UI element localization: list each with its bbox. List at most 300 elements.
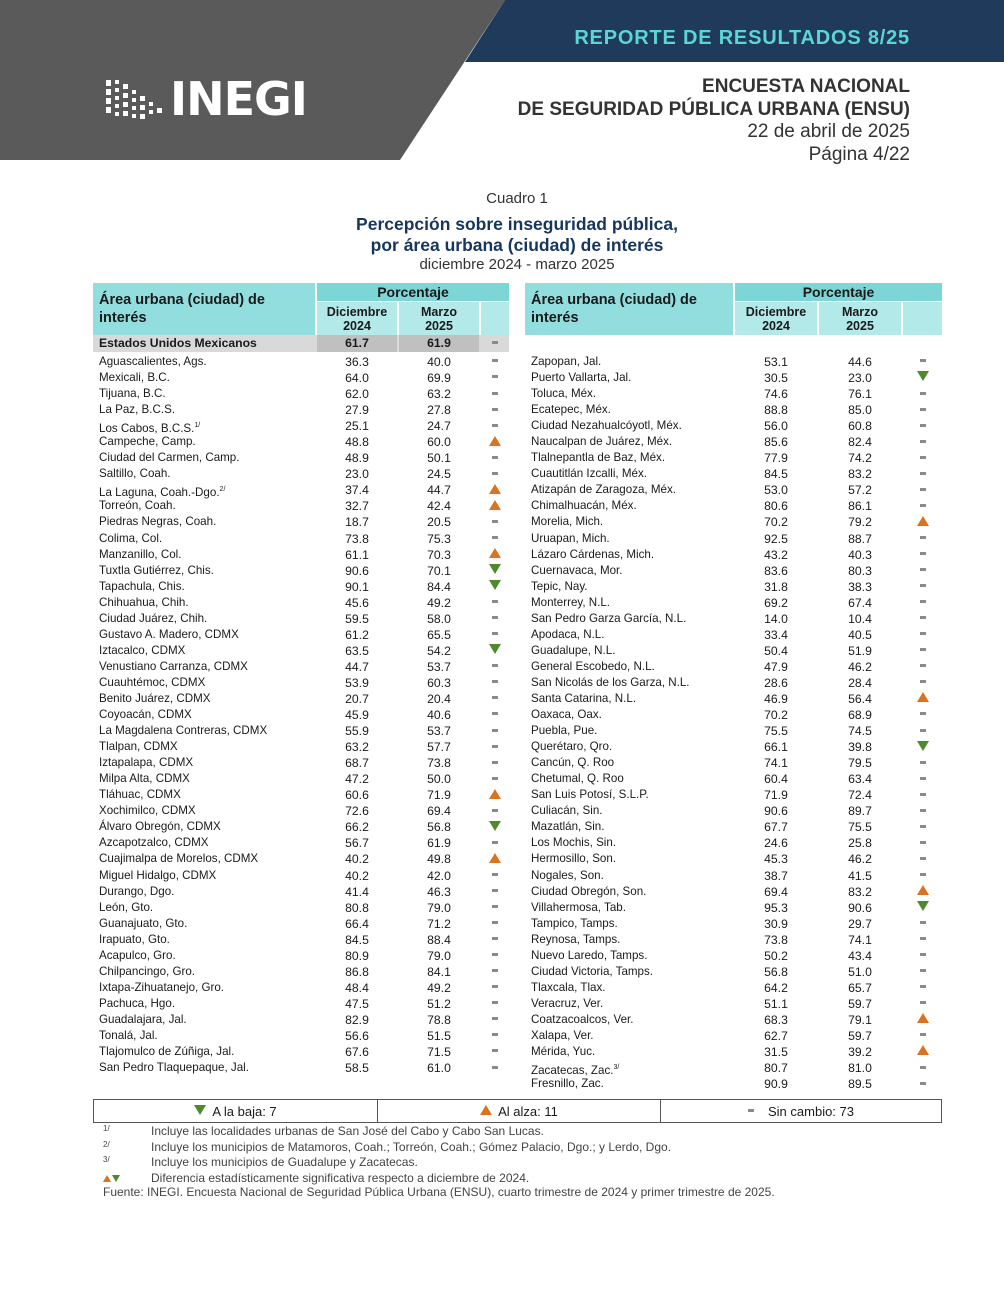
city-name: Acapulco, Gro. [99, 948, 176, 962]
change-indicator [481, 579, 509, 595]
table-row [93, 691, 509, 707]
table-row [93, 595, 509, 611]
value-dec-2024: 64.0 [345, 371, 369, 386]
city-name: Gustavo A. Madero, CDMX [99, 627, 239, 641]
value-dec-2024: 30.5 [764, 371, 788, 386]
change-indicator [903, 691, 942, 707]
value-mar-2025: 27.8 [427, 403, 451, 418]
no-change-icon [492, 953, 498, 956]
value-mar-2025: 71.2 [427, 916, 451, 931]
value-mar-2025: 70.3 [427, 547, 451, 562]
no-change-icon [920, 857, 926, 860]
legend-down-label: A la baja: 7 [212, 1103, 277, 1119]
table-row [93, 707, 509, 723]
value-dec-2024: 70.2 [764, 708, 788, 723]
city-name: Benito Juárez, CDMX [99, 691, 211, 705]
value-mar-2025: 24.7 [427, 419, 451, 434]
change-indicator [903, 948, 942, 964]
table-row [525, 980, 942, 996]
value-dec-2024: 27.9 [345, 403, 369, 418]
value-dec-2024: 63.5 [345, 643, 369, 658]
value-dec-2024: 58.5 [345, 1061, 369, 1076]
no-change-icon [492, 761, 498, 764]
no-change-icon [492, 392, 498, 395]
value-mar-2025: 88.4 [427, 932, 451, 947]
change-indicator [903, 434, 942, 450]
change-indicator [481, 819, 509, 835]
value-dec-2024: 53.1 [764, 355, 788, 369]
table-row [93, 579, 509, 595]
change-indicator [903, 707, 942, 723]
change-indicator [481, 771, 509, 787]
legend [93, 1099, 942, 1123]
change-indicator [481, 547, 509, 563]
value-dec-2024: 45.3 [764, 852, 788, 867]
no-change-icon [920, 392, 926, 395]
no-change-icon [920, 937, 926, 940]
table-row [93, 386, 509, 402]
value-mar-2025: 65.7 [848, 980, 872, 995]
value-dec-2024: 56.0 [764, 419, 788, 434]
value-dec-2024: 90.6 [345, 563, 369, 578]
city-name: Guadalajara, Jal. [99, 1012, 187, 1026]
table-row [93, 563, 509, 579]
value-mar-2025: 58.0 [427, 611, 451, 626]
city-name: Villahermosa, Tab. [531, 900, 626, 914]
triangle-up-icon [489, 436, 501, 446]
no-change-icon [492, 424, 498, 427]
value-mar-2025: 74.1 [848, 932, 872, 947]
value-mar-2025: 60.8 [848, 419, 872, 434]
city-name: Santa Catarina, N.L. [531, 691, 637, 705]
value-mar-2025: 71.9 [427, 788, 451, 803]
table-row [93, 723, 509, 739]
no-change-icon [920, 664, 926, 667]
triangle-up-icon [917, 516, 929, 526]
value-dec-2024: 37.4 [345, 483, 369, 498]
change-indicator [903, 1028, 942, 1044]
value-dec-2024: 40.2 [345, 868, 369, 883]
value-mar-2025: 39.8 [848, 740, 872, 755]
no-change-icon [492, 1066, 498, 1069]
city-name: San Pedro Garza García, N.L. [531, 611, 687, 625]
value-mar-2025: 83.2 [848, 467, 872, 482]
change-indicator [903, 643, 942, 659]
change-indicator [481, 868, 509, 884]
city-name: Guanajuato, Gto. [99, 916, 188, 930]
value-dec-2024: 43.2 [764, 547, 788, 562]
value-dec-2024: 50.2 [764, 948, 788, 963]
table-row [93, 851, 509, 867]
value-mar-2025: 10.4 [848, 611, 872, 626]
no-change-icon [920, 921, 926, 924]
change-indicator [481, 498, 509, 514]
table-row [93, 755, 509, 771]
logo-text: INEGI [170, 72, 307, 126]
table-row [93, 627, 509, 643]
city-name: Apodaca, N.L. [531, 627, 605, 641]
city-name: Uruapan, Mich. [531, 531, 610, 545]
value-dec-2024: 80.6 [764, 499, 788, 514]
value-dec-2024: 55.9 [345, 724, 369, 739]
city-name: Tampico, Tamps. [531, 916, 618, 930]
value-dec-2024: 53.9 [345, 675, 369, 690]
significance-icon [103, 1171, 120, 1187]
city-name: Miguel Hidalgo, CDMX [99, 868, 217, 882]
city-name: Cuautitlán Izcalli, Méx. [531, 467, 647, 481]
table-header [525, 283, 942, 335]
table-row [525, 402, 942, 418]
table-row [93, 482, 509, 498]
city-name: San Nicolás de los Garza, N.L. [531, 675, 690, 689]
change-indicator [903, 498, 942, 514]
change-indicator [481, 755, 509, 771]
change-indicator [903, 868, 942, 884]
table-row [93, 370, 509, 386]
value-dec-2024: 69.4 [764, 884, 788, 899]
table-left [93, 283, 509, 1076]
city-name: Monterrey, N.L. [531, 595, 611, 609]
footnote-text: Incluye los municipios de Matamoros, Coah.; Torreón, Coah.; Gómez Palacio, Dgo.; y Lerdo, Dgo. [151, 1139, 672, 1154]
survey-name-line1: ENCUESTA NACIONAL [702, 76, 910, 97]
table-row [93, 835, 509, 851]
value-dec-2024: 68.7 [345, 756, 369, 771]
value-mar-2025: 80.3 [848, 563, 872, 578]
no-change-icon [492, 472, 498, 475]
change-indicator [903, 659, 942, 675]
value-dec-2024: 48.4 [345, 980, 369, 995]
city-name: San Luis Potosí, S.L.P. [531, 788, 649, 802]
city-name: Toluca, Méx. [531, 387, 597, 401]
footnote-ref: 2/ [219, 486, 226, 494]
city-name: Guadalupe, N.L. [531, 643, 616, 657]
value-mar-2025: 42.4 [427, 499, 451, 514]
value-mar-2025: 40.6 [427, 708, 451, 723]
value-mar-2025: 79.0 [427, 900, 451, 915]
triangle-down-icon [489, 580, 501, 590]
city-name: Tuxtla Gutiérrez, Chis. [99, 563, 214, 577]
change-indicator [481, 1012, 509, 1028]
change-indicator [481, 418, 509, 434]
triangle-up-icon [489, 484, 501, 494]
table-row [93, 531, 509, 547]
value-mar-2025: 43.4 [848, 948, 872, 963]
value-dec-2024: 23.0 [345, 467, 369, 482]
no-change-icon [492, 985, 498, 988]
no-change-icon [920, 809, 926, 812]
value-dec-2024: 69.2 [764, 595, 788, 610]
change-indicator [481, 884, 509, 900]
triangle-up-icon [480, 1105, 492, 1115]
value-mar-2025: 60.3 [427, 675, 451, 690]
no-change-icon [492, 520, 498, 523]
table-row [93, 996, 509, 1012]
value-mar-2025: 69.4 [427, 804, 451, 819]
value-mar-2025: 40.5 [848, 627, 872, 642]
city-name: Ciudad del Carmen, Camp. [99, 451, 240, 465]
table-title-line1: Percepción sobre inseguridad pública, [356, 214, 678, 234]
value-dec-2024: 36.3 [345, 355, 369, 369]
value-mar-2025: 85.0 [848, 403, 872, 418]
value-mar-2025: 49.2 [427, 980, 451, 995]
value-mar-2025: 61.9 [399, 335, 479, 352]
value-dec-2024: 45.9 [345, 708, 369, 723]
table-period: diciembre 2024 - marzo 2025 [419, 256, 615, 273]
value-dec-2024: 60.6 [345, 788, 369, 803]
value-dec-2024: 75.5 [764, 724, 788, 739]
table-row [525, 948, 942, 964]
city-name: Tijuana, B.C. [99, 387, 166, 401]
value-mar-2025: 40.0 [427, 355, 451, 369]
value-mar-2025: 63.2 [427, 387, 451, 402]
change-indicator [481, 851, 509, 867]
city-name: Morelia, Mich. [531, 515, 604, 529]
value-dec-2024: 90.9 [764, 1077, 788, 1092]
no-change-icon [492, 921, 498, 924]
value-dec-2024: 47.9 [764, 659, 788, 674]
table-right [525, 283, 942, 1092]
no-change-icon [492, 889, 498, 892]
value-mar-2025: 65.5 [427, 627, 451, 642]
change-indicator [903, 1044, 942, 1060]
city-name: Oaxaca, Oax. [531, 708, 602, 722]
header-december-month: Diciembre [745, 305, 807, 319]
table-row [525, 691, 942, 707]
value-mar-2025: 60.0 [427, 435, 451, 450]
value-dec-2024: 56.8 [764, 964, 788, 979]
value-mar-2025: 79.0 [427, 948, 451, 963]
city-name: Nogales, Son. [531, 868, 604, 882]
change-indicator [903, 916, 942, 932]
no-change-icon [920, 680, 926, 683]
table-row [525, 659, 942, 675]
value-dec-2024: 40.2 [345, 852, 369, 867]
value-dec-2024: 48.8 [345, 435, 369, 450]
change-indicator [481, 707, 509, 723]
value-dec-2024: 92.5 [764, 531, 788, 546]
value-mar-2025: 82.4 [848, 435, 872, 450]
table-row [525, 611, 942, 627]
no-change-icon [920, 648, 926, 651]
city-name: Ciudad Juárez, Chih. [99, 611, 208, 625]
change-indicator [903, 482, 942, 498]
no-change-icon [920, 552, 926, 555]
no-change-icon [492, 696, 498, 699]
value-mar-2025: 61.0 [427, 1061, 451, 1076]
value-dec-2024: 77.9 [764, 451, 788, 466]
value-dec-2024: 82.9 [345, 1012, 369, 1027]
table-row [525, 675, 942, 691]
city-name: Ixtapa-Zihuatanejo, Gro. [99, 980, 225, 994]
change-indicator [481, 980, 509, 996]
change-indicator [903, 386, 942, 402]
table-header [93, 283, 509, 335]
table-row [93, 643, 509, 659]
table-row [93, 803, 509, 819]
table-number: Cuadro 1 [486, 190, 548, 207]
triangle-down-icon [194, 1105, 206, 1115]
value-mar-2025: 56.8 [427, 820, 451, 835]
table-row [525, 884, 942, 900]
change-indicator [903, 1060, 942, 1076]
table-row [525, 1076, 942, 1092]
no-change-icon [492, 456, 498, 459]
change-indicator [481, 932, 509, 948]
change-indicator [903, 370, 942, 386]
city-name: Mérida, Yuc. [531, 1045, 596, 1059]
value-dec-2024: 72.6 [345, 804, 369, 819]
change-indicator [903, 675, 942, 691]
no-change-icon [920, 440, 926, 443]
value-mar-2025: 88.7 [848, 531, 872, 546]
value-dec-2024: 80.8 [345, 900, 369, 915]
table-row [93, 964, 509, 980]
table-row [525, 514, 942, 530]
survey-name-line2: DE SEGURIDAD PÚBLICA URBANA (ENSU) [517, 98, 910, 120]
change-indicator [903, 803, 942, 819]
table-row [93, 659, 509, 675]
change-indicator [903, 932, 942, 948]
city-name: Reynosa, Tamps. [531, 932, 621, 946]
value-dec-2024: 18.7 [345, 515, 369, 530]
city-name: Durango, Dgo. [99, 884, 175, 898]
no-change-icon [920, 600, 926, 603]
city-name: Chetumal, Q. Roo [531, 772, 624, 786]
city-name: La Laguna, Coah.-Dgo. [99, 486, 220, 500]
value-mar-2025: 20.5 [427, 515, 451, 530]
city-name: Iztapalapa, CDMX [99, 756, 194, 770]
value-mar-2025: 75.3 [427, 531, 451, 546]
table-row [525, 900, 942, 916]
table-row [93, 466, 509, 482]
change-indicator [903, 547, 942, 563]
city-name: Saltillo, Coah. [99, 467, 171, 481]
value-dec-2024: 53.0 [764, 483, 788, 498]
change-indicator [903, 611, 942, 627]
value-mar-2025: 56.4 [848, 691, 872, 706]
value-dec-2024: 83.6 [764, 563, 788, 578]
legend-eq [660, 1100, 941, 1122]
city-name: Tlaxcala, Tlax. [531, 980, 606, 994]
footnote-text: Incluye las localidades urbanas de San José del Cabo y Cabo San Lucas. [151, 1124, 544, 1138]
value-dec-2024: 31.5 [764, 1045, 788, 1060]
footnote-mark: 3/ [103, 1155, 110, 1164]
change-indicator [481, 595, 509, 611]
value-mar-2025: 74.5 [848, 724, 872, 739]
city-name: Puebla, Pue. [531, 724, 598, 738]
table-row [93, 1028, 509, 1044]
value-dec-2024: 63.2 [345, 740, 369, 755]
table-body-right [525, 354, 942, 1092]
change-indicator [903, 787, 942, 803]
change-indicator [481, 627, 509, 643]
table-row [93, 1060, 509, 1076]
table-body-left [93, 335, 509, 1076]
value-mar-2025: 73.8 [427, 756, 451, 771]
value-mar-2025: 63.4 [848, 772, 872, 787]
no-change-icon [492, 1001, 498, 1004]
no-change-icon [920, 424, 926, 427]
table-row [93, 819, 509, 835]
change-indicator [481, 996, 509, 1012]
value-dec-2024: 70.2 [764, 515, 788, 530]
value-dec-2024: 41.4 [345, 884, 369, 899]
value-mar-2025: 81.0 [848, 1061, 872, 1076]
value-mar-2025: 69.9 [427, 371, 451, 386]
value-mar-2025: 29.7 [848, 916, 872, 931]
table-row [93, 771, 509, 787]
change-indicator [481, 675, 509, 691]
triangle-up-icon [917, 1045, 929, 1055]
no-change-icon [492, 1033, 498, 1036]
change-indicator [903, 418, 942, 434]
change-indicator [903, 531, 942, 547]
change-indicator [481, 450, 509, 466]
city-name: Veracruz, Ver. [531, 996, 604, 1010]
value-mar-2025: 40.3 [848, 547, 872, 562]
value-mar-2025: 78.8 [427, 1012, 451, 1027]
value-dec-2024: 47.2 [345, 772, 369, 787]
change-indicator [903, 851, 942, 867]
change-indicator [481, 723, 509, 739]
table-row [525, 851, 942, 867]
no-change-icon [920, 1082, 926, 1085]
city-name: Azcapotzalco, CDMX [99, 836, 209, 850]
value-dec-2024: 46.9 [764, 691, 788, 706]
city-name: Coyoacán, CDMX [99, 708, 192, 722]
table-row [93, 900, 509, 916]
change-indicator [481, 370, 509, 386]
value-dec-2024: 74.6 [764, 387, 788, 402]
change-indicator [903, 1076, 942, 1092]
no-change-icon [492, 1049, 498, 1052]
header-march-year: 2025 [846, 319, 874, 333]
triangle-up-icon [917, 1013, 929, 1023]
table-row [93, 450, 509, 466]
value-mar-2025: 90.6 [848, 900, 872, 915]
value-mar-2025: 25.8 [848, 836, 872, 851]
change-indicator [903, 1012, 942, 1028]
no-change-icon [492, 600, 498, 603]
page-number: Página 4/22 [808, 143, 910, 165]
triangle-up-icon [489, 548, 501, 558]
value-dec-2024: 48.9 [345, 451, 369, 466]
change-indicator [481, 900, 509, 916]
value-dec-2024: 30.9 [764, 916, 788, 931]
value-mar-2025: 70.1 [427, 563, 451, 578]
value-mar-2025: 23.0 [848, 371, 872, 386]
value-dec-2024: 86.8 [345, 964, 369, 979]
triangle-up-icon [917, 692, 929, 702]
city-name: Torreón, Coah. [99, 499, 176, 513]
table-row [525, 1060, 942, 1076]
table-row [525, 723, 942, 739]
value-mar-2025: 28.4 [848, 675, 872, 690]
header-december-year: 2024 [762, 319, 790, 333]
no-change-icon [920, 584, 926, 587]
value-dec-2024: 84.5 [764, 467, 788, 482]
value-mar-2025: 51.9 [848, 643, 872, 658]
value-dec-2024: 51.1 [764, 996, 788, 1011]
table-row [525, 386, 942, 402]
value-dec-2024: 88.8 [764, 403, 788, 418]
city-name: Tlalnepantla de Baz, Méx. [531, 451, 666, 465]
footnote-text: Incluye los municipios de Guadalupe y Zacatecas. [151, 1155, 418, 1169]
table-row [525, 819, 942, 835]
value-mar-2025: 67.4 [848, 595, 872, 610]
city-name: Cancún, Q. Roo [531, 756, 615, 770]
legend-up [377, 1100, 660, 1122]
